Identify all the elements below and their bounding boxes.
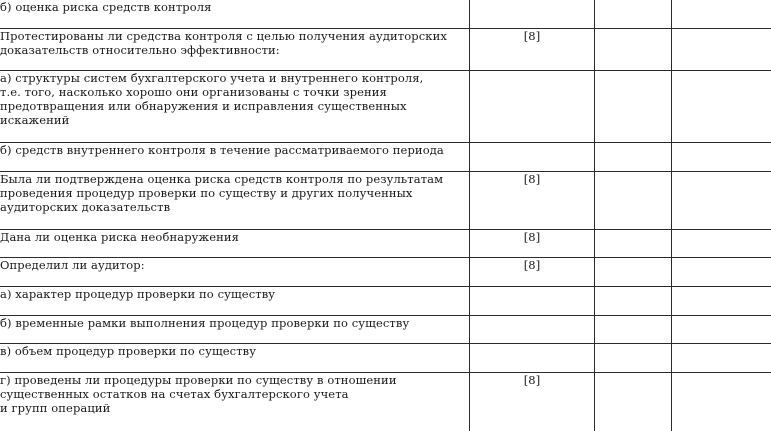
blank-cell bbox=[672, 143, 771, 172]
table-row bbox=[0, 258, 771, 287]
blank-cell bbox=[672, 29, 771, 71]
table-row bbox=[0, 316, 771, 344]
question-text: искажений bbox=[0, 113, 70, 127]
table-row bbox=[0, 373, 771, 431]
reference-text: [8] bbox=[523, 373, 541, 387]
blank-cell bbox=[595, 172, 672, 230]
blank-cell bbox=[595, 287, 672, 316]
reference-cell bbox=[470, 258, 595, 287]
blank-cell bbox=[595, 71, 672, 143]
question-text: в) объем процедур проверки по существу bbox=[0, 344, 257, 358]
blank-cell bbox=[672, 258, 771, 287]
question-text: а) структуры систем бухгалтерского учета и внутреннего контроля, bbox=[0, 71, 424, 85]
blank-cell bbox=[672, 0, 771, 29]
reference-cell bbox=[470, 143, 595, 172]
question-cell bbox=[0, 344, 470, 373]
table-row bbox=[0, 29, 771, 71]
reference-text: [8] bbox=[523, 258, 541, 272]
question-cell bbox=[0, 172, 470, 230]
question-text: б) оценка риска средств контроля bbox=[0, 0, 212, 14]
question-cell bbox=[0, 29, 470, 71]
reference-cell bbox=[470, 287, 595, 316]
question-text: Протестированы ли средства контроля с целью получения аудиторских bbox=[0, 29, 447, 43]
blank-cell bbox=[672, 172, 771, 230]
table-row bbox=[0, 0, 771, 29]
reference-cell bbox=[470, 172, 595, 230]
blank-cell bbox=[672, 344, 771, 373]
question-cell bbox=[0, 0, 470, 29]
table-row bbox=[0, 230, 771, 258]
question-text: доказательств относительно эффективности: bbox=[0, 43, 280, 57]
blank-cell bbox=[595, 29, 672, 71]
reference-cell bbox=[470, 71, 595, 143]
reference-cell bbox=[470, 0, 595, 29]
question-text: б) временные рамки выполнения процедур проверки по существу bbox=[0, 316, 410, 330]
question-cell bbox=[0, 258, 470, 287]
blank-cell bbox=[672, 373, 771, 431]
question-text: г) проведены ли процедуры проверки по существу в отношении bbox=[0, 373, 397, 387]
question-text: аудиторских доказательств bbox=[0, 200, 171, 214]
blank-cell bbox=[672, 230, 771, 258]
blank-cell bbox=[595, 230, 672, 258]
table-row bbox=[0, 172, 771, 230]
blank-cell bbox=[672, 316, 771, 344]
question-text: а) характер процедур проверки по существу bbox=[0, 287, 276, 301]
question-text: существенных остатков на счетах бухгалтерского учета bbox=[0, 387, 349, 401]
reference-cell bbox=[470, 230, 595, 258]
blank-cell bbox=[672, 287, 771, 316]
question-text: проведения процедур проверки по существу и других полученных bbox=[0, 186, 413, 200]
reference-cell bbox=[470, 344, 595, 373]
question-text: Дана ли оценка риска необнаружения bbox=[0, 230, 239, 244]
table-row bbox=[0, 287, 771, 316]
question-text: Была ли подтверждена оценка риска средств контроля по результатам bbox=[0, 172, 444, 186]
question-cell bbox=[0, 373, 470, 431]
question-cell bbox=[0, 143, 470, 172]
blank-cell bbox=[595, 316, 672, 344]
question-cell bbox=[0, 230, 470, 258]
blank-cell bbox=[595, 143, 672, 172]
reference-text: [8] bbox=[523, 172, 541, 186]
blank-cell bbox=[595, 0, 672, 29]
blank-cell bbox=[595, 373, 672, 431]
blank-cell bbox=[672, 71, 771, 143]
reference-cell bbox=[470, 373, 595, 431]
question-text: предотвращения или обнаружения и исправления существенных bbox=[0, 99, 407, 113]
question-cell bbox=[0, 71, 470, 143]
question-cell bbox=[0, 287, 470, 316]
blank-cell bbox=[595, 258, 672, 287]
reference-text: [8] bbox=[523, 29, 541, 43]
reference-cell bbox=[470, 29, 595, 71]
blank-cell bbox=[595, 344, 672, 373]
question-cell bbox=[0, 316, 470, 344]
reference-text: [8] bbox=[523, 230, 541, 244]
table-row bbox=[0, 71, 771, 143]
reference-cell bbox=[470, 316, 595, 344]
question-text: т.е. того, насколько хорошо они организованы с точки зрения bbox=[0, 85, 387, 99]
table-row bbox=[0, 143, 771, 172]
table-row bbox=[0, 344, 771, 373]
question-text: Определил ли аудитор: bbox=[0, 258, 145, 272]
question-text: и групп операций bbox=[0, 401, 111, 415]
question-text: б) средств внутреннего контроля в течение рассматриваемого периода bbox=[0, 143, 444, 157]
